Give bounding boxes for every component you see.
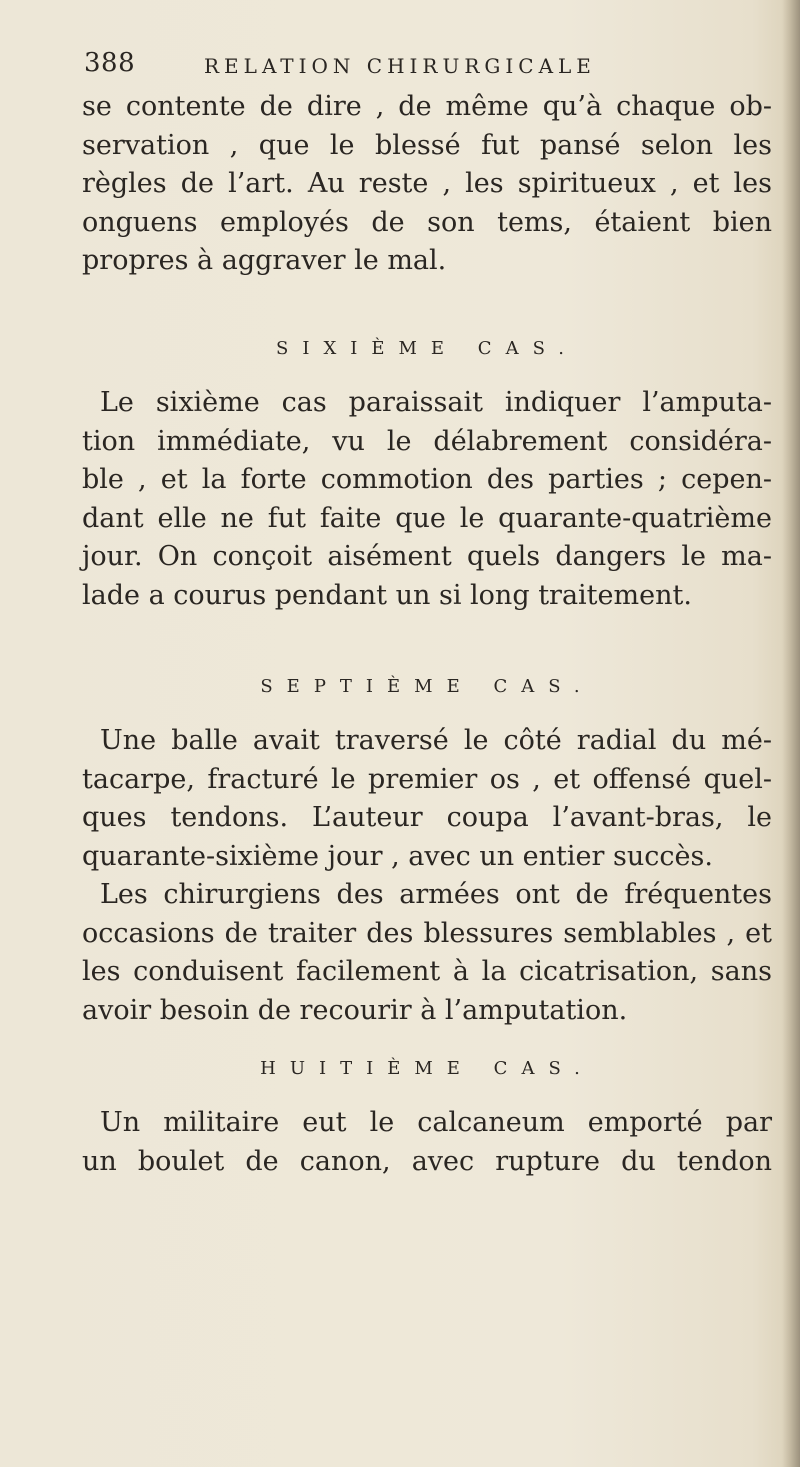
page-header (84, 42, 774, 82)
text-line: tacarpe, fracturé le premier os , et offensé quel- (82, 763, 772, 795)
text-line: lade a courus pendant un si long traitement. (82, 579, 692, 611)
text-line: Une balle avait traversé le côté radial du mé- (100, 725, 772, 756)
text-line: quarante-sixième jour , avec un entier succès. (82, 840, 713, 872)
text-line: avoir besoin de recourir à l’amputation. (82, 994, 628, 1026)
text-line: ques tendons. L’auteur coupa l’avant-bras, le (82, 802, 772, 833)
paragraph-sixieme-cas (82, 384, 772, 615)
text-line: Les chirurgiens des armées ont de fréquentes (100, 879, 772, 910)
text-line: règles de l’art. Au reste , les spiritueux , et les (82, 168, 772, 199)
text-line: onguens employés de son tems, étaient bien (82, 206, 772, 238)
text-line: occasions de traiter des blessures semblables , et (82, 917, 772, 949)
text-line: servation , que le blessé fut pansé selon les (82, 129, 772, 161)
text-line: Un militaire eut le calcaneum emporté par (100, 1107, 772, 1138)
text-line: jour. On conçoit aisément quels dangers le ma- (82, 541, 772, 572)
page-number: 388 (84, 48, 136, 78)
text-line: ble , et la forte commotion des parties ; cepen- (82, 464, 772, 495)
paragraph-continuation (82, 88, 772, 281)
text-line: les conduisent facilement à la cicatrisation, sans (82, 956, 772, 987)
text-line: un boulet de canon, avec rupture du tendon (82, 1145, 772, 1177)
paragraph-chirurgiens (82, 876, 772, 1030)
text-line: se contente de dire , de même qu’à chaque ob- (82, 91, 772, 122)
text-line: propres à aggraver le mal. (82, 245, 447, 276)
section-heading-sixieme: SIXIÈME CAS. (276, 338, 578, 359)
paragraph-huitieme-cas (82, 1104, 772, 1181)
running-title: RELATION CHIRURGICALE (204, 54, 596, 78)
paragraph-septieme-cas (82, 722, 772, 876)
text-line: Le sixième cas paraissait indiquer l’amputa- (100, 387, 772, 418)
section-heading-septieme: SEPTIÈME CAS. (260, 676, 594, 697)
text-line: tion immédiate, vu le délabrement considéra- (82, 425, 772, 457)
text-line: dant elle ne fut faite que le quarante-quatrième (82, 502, 772, 534)
section-heading-huitieme: HUITIÈME CAS. (260, 1058, 594, 1079)
page-edge-shadow (782, 0, 800, 1467)
